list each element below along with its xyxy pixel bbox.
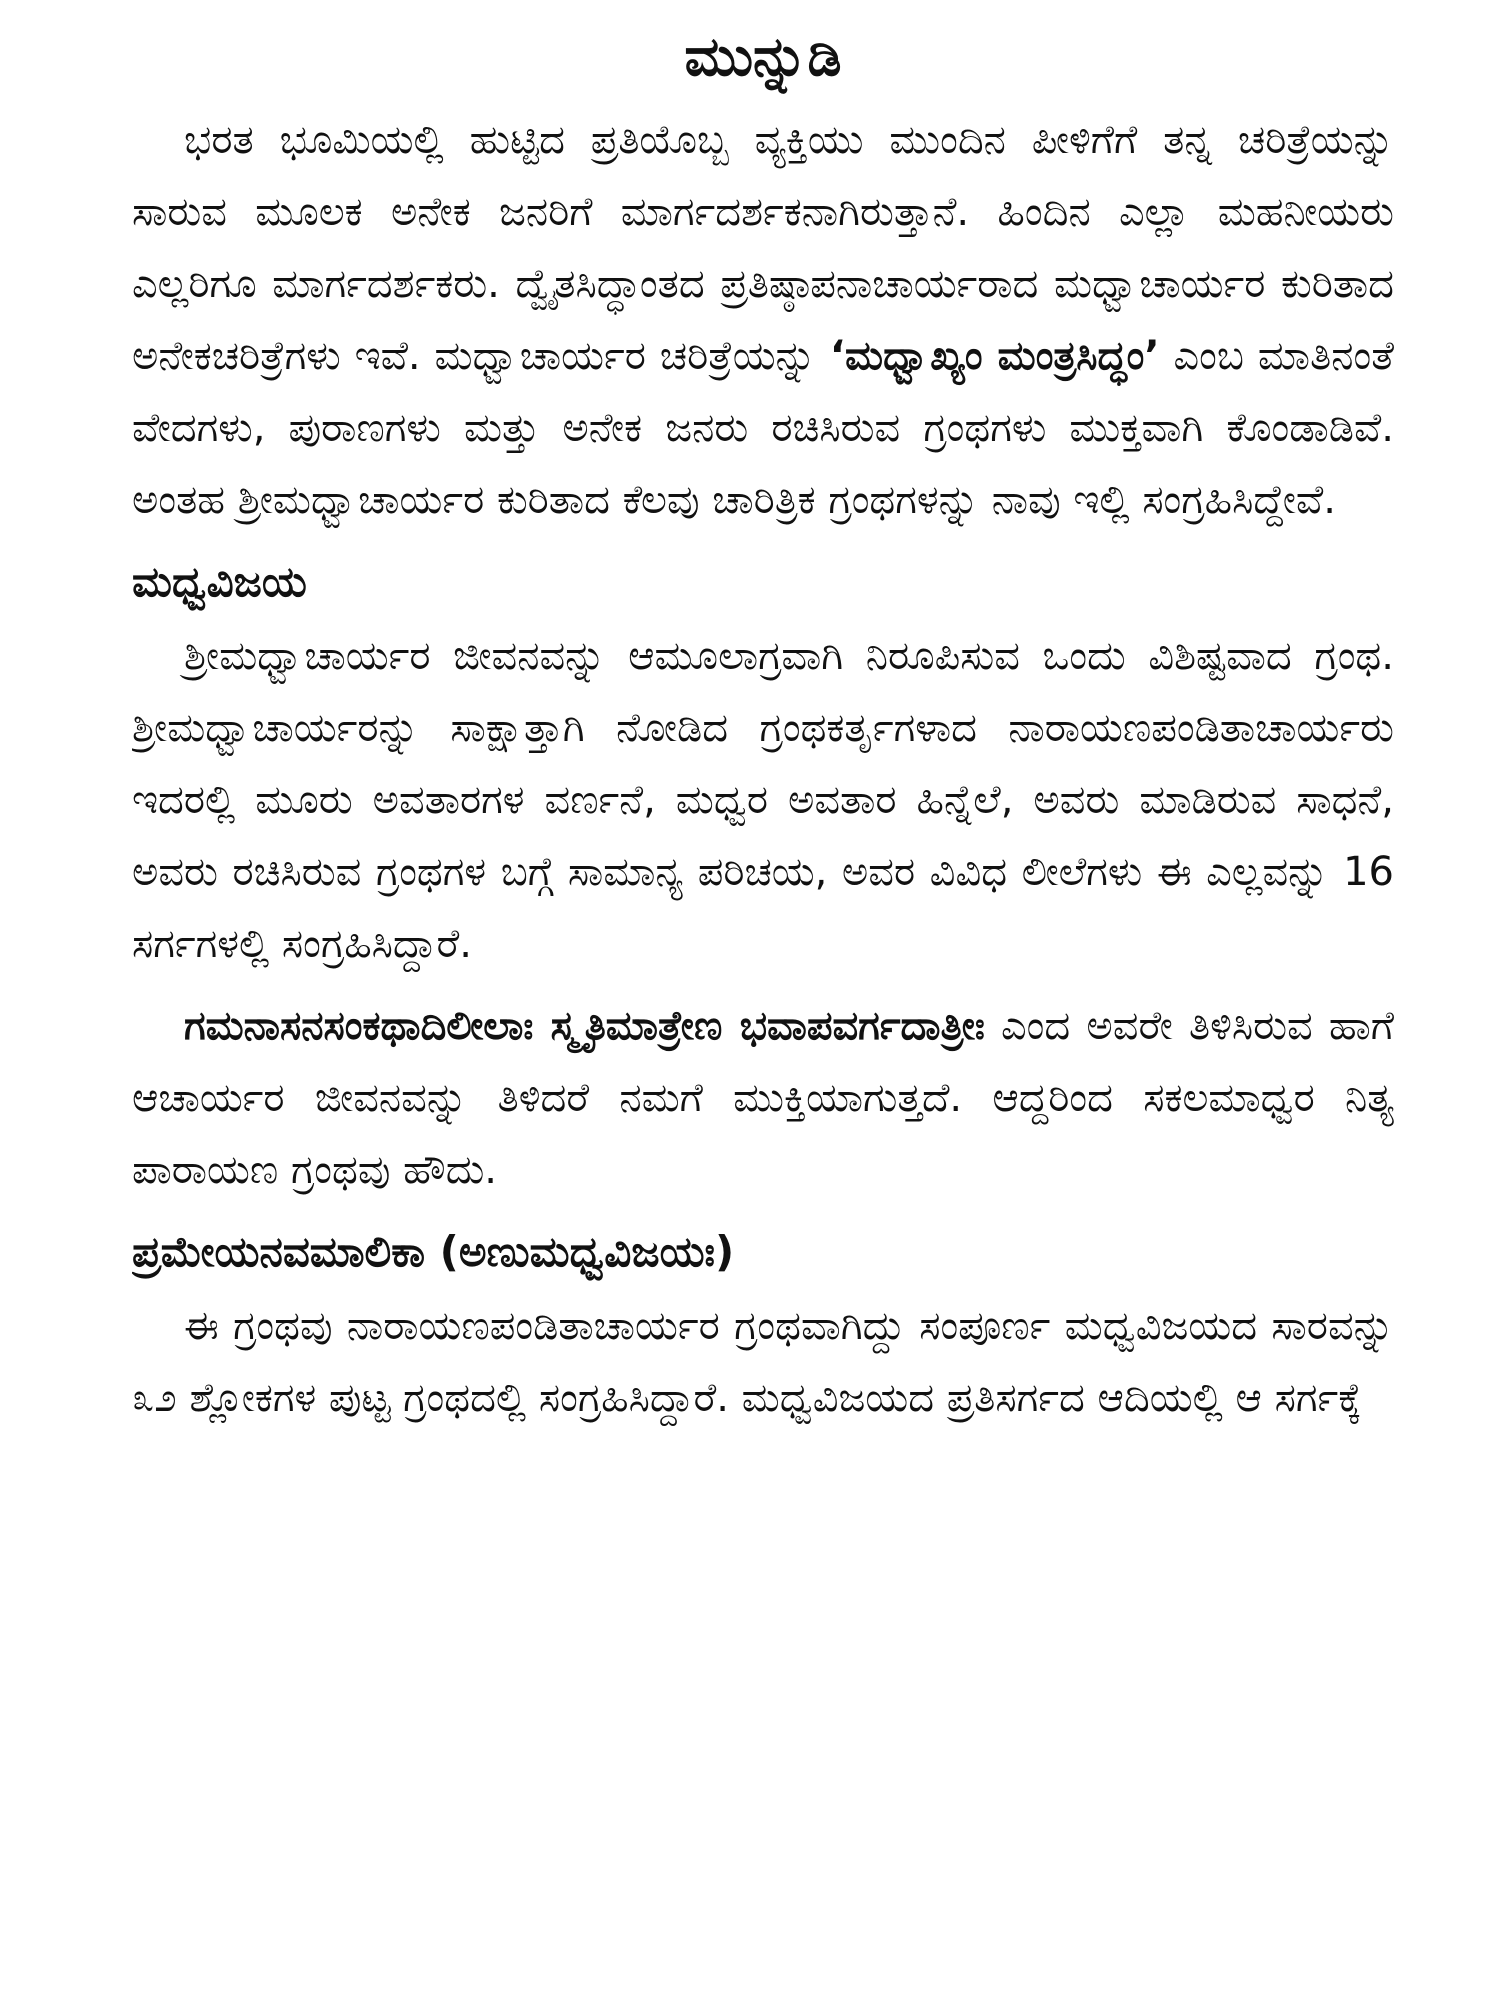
intro-quote: ‘ಮಧ್ವಾಖ್ಯಂ ಮಂತ್ರಸಿದ್ಧಂ’ [829,333,1160,379]
prameya-navamalika-paragraph: ಈ ಗ್ರಂಥವು ನಾರಾಯಣಪಂಡಿತಾಚಾರ್ಯರ ಗ್ರಂಥವಾಗಿದ್ದು ಸಂಪೂರ್ಣ ಮಧ್ವವಿಜಯದ ಸಾರವನ್ನು ೩೨ ಶ್ಲೋಕಗಳ ಪುಟ್ಟ ಗ್ರಂಥದಲ್ಲಿ ಸಂಗ್ರಹಿಸಿದ್ದಾರೆ. ಮಧ್ವವಿಜಯದ ಪ್ರತಿಸರ್ಗದ ಆದಿಯಲ್ಲಿ ಆ ಸರ್ಗಕ್ಕೆ [132,1303,1394,1421]
madhvavijaya-paragraph: ಶ್ರೀಮಧ್ವಾಚಾರ್ಯರ ಜೀವನವನ್ನು ಆಮೂಲಾಗ್ರವಾಗಿ ನಿರೂಪಿಸುವ ಒಂದು ವಿಶಿಷ್ಟವಾದ ಗ್ರಂಥ. ಶ್ರೀಮಧ್ವಾಚಾರ್ಯರನ್ನು ಸಾಕ್ಷಾತ್ತಾಗಿ ನೋಡಿದ ಗ್ರಂಥಕರ್ತೃಗಳಾದ ನಾರಾಯಣಪಂಡಿತಾಚಾರ್ಯರು ಇದರಲ್ಲಿ ಮೂರು ಅವತಾರಗಳ ವರ್ಣನೆ, ಮಧ್ವರ ಅವತಾರ ಹಿನ್ನೆಲೆ, ಅವರು ಮಾಡಿರುವ ಸಾಧನೆ, ಅವರು ರಚಿಸಿರುವ ಗ್ರಂಥಗಳ ಬಗ್ಗೆ ಸಾಮಾನ್ಯ ಪರಿಚಯ, ಅವರ ವಿವಿಧ ಲೀಲೆಗಳು ಈ ಎಲ್ಲವನ್ನು 16 ಸರ್ಗಗಳಲ್ಲಿ ಸಂಗ್ರಹಿಸಿದ್ದಾರೆ. [132,633,1394,967]
section-heading-madhvavijaya: ಮಧ್ವವಿಜಯ [132,557,307,606]
intro-paragraph [132,104,1394,536]
section-heading-prameya-navamalika: ಪ್ರಮೇಯನವಮಾಲಿಕಾ (ಅಣುಮಧ್ವವಿಜಯಃ) [132,1227,735,1276]
madhvavijaya-quote-paragraph [132,990,1394,1206]
madhvavijaya-quote: ಗಮನಾಸನಸಂಕಥಾದಿಲೀಲಾಃ ಸ್ಮೃತಿಮಾತ್ರೇಣ ಭವಾಪವರ್ಗದಾತ್ರೀಃ [184,1003,985,1049]
madhvavijaya-quote-followup: ಎಂದ ಅವರೇ ತಿಳಿಸಿರುವ ಹಾಗೆ ಆಚಾರ್ಯರ ಜೀವನವನ್ನು ತಿಳಿದರೆ ನಮಗೆ ಮುಕ್ತಿಯಾಗುತ್ತದೆ. ಆದ್ದರಿಂದ ಸಕಲಮಾಧ್ವರ ನಿತ್ಯ ಪಾರಾಯಣ ಗ್ರಂಥವು ಹೌದು. [132,1003,1394,1193]
intro-text-part1: ಭರತ ಭೂಮಿಯಲ್ಲಿ ಹುಟ್ಟಿದ ಪ್ರತಿಯೊಬ್ಬ ವ್ಯಕ್ತಿಯು ಮುಂದಿನ ಪೀಳಿಗೆಗೆ ತನ್ನ ಚರಿತ್ರೆಯನ್ನು ಸಾರುವ ಮೂಲಕ ಅನೇಕ ಜನರಿಗೆ ಮಾರ್ಗದರ್ಶಕನಾಗಿರುತ್ತಾನೆ. ಹಿಂದಿನ ಎಲ್ಲಾ ಮಹನೀಯರು ಎಲ್ಲರಿಗೂ ಮಾರ್ಗದರ್ಶಕರು. ದ್ವೈತಸಿದ್ಧಾಂತದ ಪ್ರತಿಷ್ಠಾಪನಾಚಾರ್ಯರಾದ ಮಧ್ವಾಚಾರ್ಯರ ಕುರಿತಾದ ಅನೇಕಚರಿತ್ರೆಗಳು ಇವೆ. ಮಧ್ವಾಚಾರ್ಯರ ಚರಿತ್ರೆಯನ್ನು [132,117,1394,379]
page-title: ಮುನ್ನುಡಿ [684,25,842,88]
document-page [132,18,1394,1978]
intro-text-part2: ಎಂಬ ಮಾತಿನಂತೆ ವೇದಗಳು, ಪುರಾಣಗಳು ಮತ್ತು ಅನೇಕ ಜನರು ರಚಿಸಿರುವ ಗ್ರಂಥಗಳು ಮುಕ್ತವಾಗಿ ಕೊಂಡಾಡಿವೆ. ಅಂತಹ ಶ್ರೀಮಧ್ವಾಚಾರ್ಯರ ಕುರಿತಾದ ಕೆಲವು ಚಾರಿತ್ರಿಕ ಗ್ರಂಥಗಳನ್ನು ನಾವು ಇಲ್ಲಿ ಸಂಗ್ರಹಿಸಿದ್ದೇವೆ. [132,333,1394,523]
